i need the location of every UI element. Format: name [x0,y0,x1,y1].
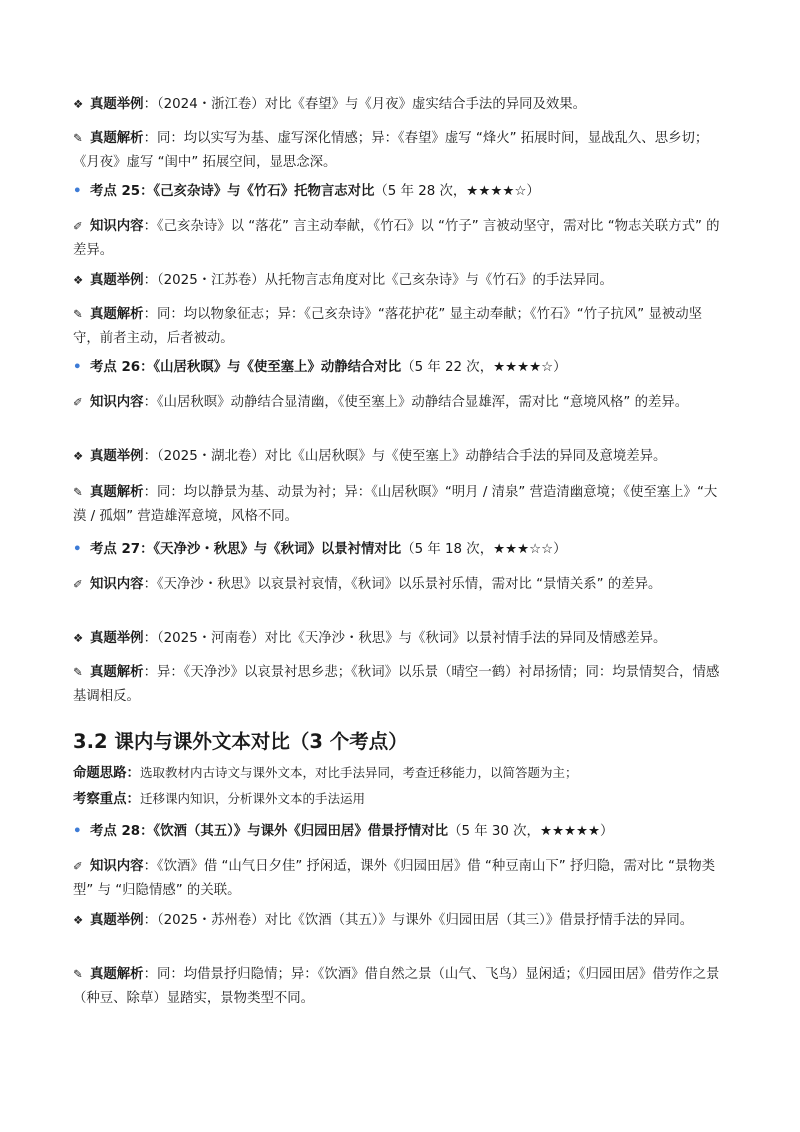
test-point-25 [73,180,725,204]
pencil-icon: ✎ [73,485,83,499]
block-label: 知识内容 [90,859,144,874]
pencil-icon: ✎ [73,131,83,145]
block-text: ：（2025・苏州卷）对比《饮酒（其五）》与课外《归园田居（其三）》借景抒情手法的异同。 [143,913,694,928]
pencil-icon: ✎ [73,967,83,981]
pen-icon: ✐ [73,859,83,873]
focus-label: 考察重点： [73,792,140,807]
point-title: 考点 28：《饮酒（其五）》与课外《归园田居》借景抒情对比 [90,824,449,839]
diamond-icon: ❖ [73,631,84,645]
block-label: 知识内容 [90,577,144,592]
block-text: ：《饮酒》借 “山气日夕佳” 抒闲适，课外《归园田居》借 “种豆南山下” 抒归隐，需对比 “景物类型” 与 “归隐情感” 的关联。 [73,859,716,898]
exam-example-2025-suzhou [73,908,725,933]
pen-icon: ✐ [73,577,83,591]
point-frequency: （5 年 22 次，★★★★☆） [401,360,567,375]
block-label: 知识内容 [90,395,144,410]
block-label: 真题举例 [90,449,144,464]
block-text: ：同：均以静景为基、动景为衬；异：《山居秋暝》“明月 / 清泉” 营造清幽意境；《使至塞上》“大漠 / 孤烟” 营造雄浑意境，风格不同。 [73,485,718,524]
block-label: 真题举例 [90,97,144,112]
block-label: 真题举例 [90,631,144,646]
examination-focus [73,788,365,811]
section-heading: 3.2 课内与课外文本对比（3 个考点） [73,730,408,753]
block-label: 知识内容 [90,219,144,234]
bullet-icon: • [73,824,82,839]
point-title: 考点 25：《己亥杂诗》与《竹石》托物言志对比 [90,184,375,199]
block-label: 真题解析 [90,665,144,680]
idea-text: 选取教材内古诗文与课外文本，对比手法异同，考查迁移能力，以简答题为主； [139,765,578,780]
block-text: ：同：均以实写为基、虚写深化情感；异：《春望》虚写 “烽火” 拓展时间，显战乱久、思乡切；《月夜》虚写 “闺中” 拓展空间，显思念深。 [73,131,709,170]
point-title: 考点 26：《山居秋暝》与《使至塞上》动静结合对比 [90,360,402,375]
exam-analysis-28 [73,962,725,1011]
exam-example-2024-zhejiang [73,92,725,117]
knowledge-content-27 [73,572,725,597]
block-text: ：（2024・浙江卷）对比《春望》与《月夜》虚实结合手法的异同及效果。 [143,97,587,112]
test-point-28 [73,820,725,844]
diamond-icon: ❖ [73,449,84,463]
exam-example-2025-hubei [73,444,725,469]
pen-icon: ✐ [73,395,83,409]
exam-analysis-27 [73,660,725,709]
point-frequency: （5 年 28 次，★★★★☆） [374,184,540,199]
block-text: ：同：均借景抒归隐情；异：《饮酒》借自然之景（山气、飞鸟）显闲适；《归园田居》借劳作之景（种豆、除草）显踏实，景物类型不同。 [73,967,720,1006]
block-label: 真题举例 [90,273,144,288]
block-text: ：（2025・河南卷）对比《天净沙・秋思》与《秋词》以景衬情手法的异同及情感差异。 [143,631,667,646]
block-text: ：同：均以物象征志；异：《己亥杂诗》“落花护花” 显主动奉献；《竹石》“竹子抗风” 显被动坚守，前者主动，后者被动。 [73,307,703,346]
block-label: 真题解析 [90,967,144,982]
block-text: ：（2025・江苏卷）从托物言志角度对比《己亥杂诗》与《竹石》的手法异同。 [143,273,613,288]
knowledge-content-25 [73,214,725,263]
block-label: 真题解析 [90,485,144,500]
exam-example-2025-henan [73,626,725,651]
bullet-icon: • [73,542,82,557]
knowledge-content-28 [73,854,725,903]
diamond-icon: ❖ [73,97,84,111]
pencil-icon: ✎ [73,307,83,321]
exam-example-2025-jiangsu [73,268,725,293]
point-frequency: （5 年 30 次，★★★★★） [448,824,614,839]
exam-analysis-25 [73,302,725,351]
block-label: 真题解析 [90,307,144,322]
point-frequency: （5 年 18 次，★★★☆☆） [401,542,567,557]
block-text: ：《山居秋暝》动静结合显清幽，《使至塞上》动静结合显雄浑，需对比 “意境风格” 的差异。 [143,395,689,410]
block-text: ：异：《天净沙》以哀景衬思乡悲；《秋词》以乐景（晴空一鹤）衬昂扬情；同：均景情契合，情感基调相反。 [73,665,720,704]
knowledge-content-26 [73,390,725,415]
point-title: 考点 27：《天净沙・秋思》与《秋词》以景衬情对比 [90,542,402,557]
test-point-27 [73,538,725,562]
bullet-icon: • [73,184,82,199]
focus-text: 迁移课内知识，分析课外文本的手法运用 [139,791,365,806]
pencil-icon: ✎ [73,665,83,679]
block-text: ：《己亥杂诗》以 “落花” 言主动奉献，《竹石》以 “竹子” 言被动坚守，需对比 “物志关联方式” 的差异。 [73,219,720,258]
block-text: ：（2025・湖北卷）对比《山居秋暝》与《使至塞上》动静结合手法的异同及意境差异。 [143,449,667,464]
pen-icon: ✐ [73,219,83,233]
test-point-26 [73,356,725,380]
block-text: ：《天净沙・秋思》以哀景衬哀情，《秋词》以乐景衬乐情，需对比 “景情关系” 的差异。 [143,577,662,592]
block-label: 真题举例 [90,913,144,928]
diamond-icon: ❖ [73,273,84,287]
proposition-idea [73,762,577,785]
block-label: 真题解析 [90,131,144,146]
diamond-icon: ❖ [73,913,84,927]
bullet-icon: • [73,360,82,375]
idea-label: 命题思路： [73,766,140,781]
exam-analysis-chunwang-yueye [73,126,725,175]
exam-analysis-26 [73,480,725,529]
